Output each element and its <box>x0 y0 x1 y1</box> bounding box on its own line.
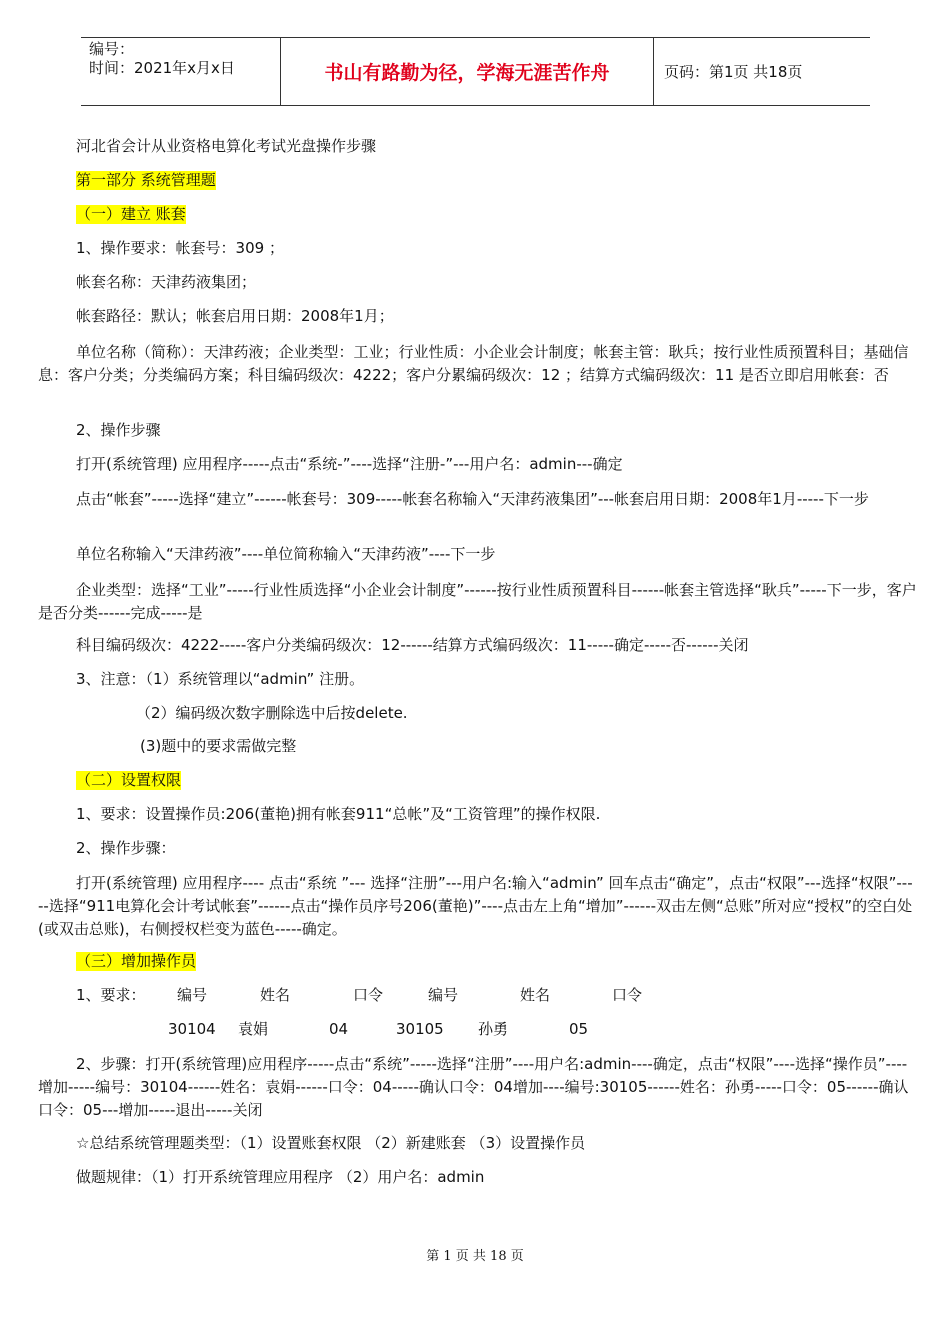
s1-note-1: 3、注意：（1）系统管理以“admin” 注册。 <box>76 670 365 688</box>
s1-step-3: 单位名称输入“天津药液”----单位简称输入“天津药液”----下一步 <box>76 545 496 563</box>
section-heading-2: （二）设置权限 <box>76 771 182 789</box>
s2-step-1: 打开(系统管理) 应用程序---- 点击“系统 ”--- 选择“注册”---用户名:输入“admin” 回车点击“确定”，点击“权限”---选择“权限”-----选择“911电算化会计考试帐套”------点击“操作员序号206(董艳)”----点击左上角“增加”------双击左侧“总账”所对应“授权”的空白处(或双击总账)，右侧授权栏变为蓝色-----确定。 <box>38 874 913 938</box>
s3-col-number-2: 编号 <box>428 986 459 1004</box>
s2-requirement: 1、要求：设置操作员:206(董艳)拥有帐套911“总帐”及“工资管理”的操作权限. <box>76 805 601 823</box>
doc-number-label: 编号： <box>89 40 135 58</box>
s1-step-4: 企业类型：选择“工业”-----行业性质选择“小企业会计制度”------按行业性质预置科目------帐套主管选择“耿兵”-----下一步，客户是否分类------完成-----是 <box>38 581 917 622</box>
header-motto: 书山有路勤为径，学海无涯苦作舟 <box>281 38 654 105</box>
s1-note-2: （2）编码级次数字删除选中后按delete. <box>136 704 408 722</box>
s3-val-number-1: 30104 <box>168 1020 216 1038</box>
s3-val-password-1: 04 <box>329 1020 349 1038</box>
page-header <box>81 37 870 106</box>
summary-types: ☆总结系统管理题类型：（1）设置账套权限 （2）新建账套 （3）设置操作员 <box>76 1134 586 1152</box>
s3-val-password-2: 05 <box>569 1020 589 1038</box>
section-heading-1: （一）建立 账套 <box>76 205 186 223</box>
s1-step-1: 打开(系统管理) 应用程序-----点击“系统-”----选择“注册-”---用户名：admin---确定 <box>76 455 623 473</box>
s3-col-name-2: 姓名 <box>520 986 551 1004</box>
summary-rules: 做题规律：（1）打开系统管理应用程序 （2）用户名：admin <box>76 1168 485 1186</box>
s3-col-password-2: 口令 <box>612 986 643 1004</box>
part-heading: 第一部分 系统管理题 <box>76 171 216 189</box>
s3-step-1: 2、步骤：打开(系统管理)应用程序-----点击“系统”-----选择“注册”----用户名:admin----确定，点击“权限”----选择“操作员”----增加-----编号：30104------姓名：袁娟------口令：04-----确认口令：04增加----编号:30105------姓名：孙勇-----口令：05------确认口令：05---增加-----退出-----关闭 <box>38 1055 909 1119</box>
s3-col-name-1: 姓名 <box>260 986 291 1004</box>
s3-val-number-2: 30105 <box>396 1020 444 1038</box>
s1-steps-title: 2、操作步骤 <box>76 421 161 439</box>
s1-step-2: 点击“帐套”-----选择“建立”------帐套号：309-----帐套名称输入“天津药液集团”---帐套启用日期：2008年1月-----下一步 <box>76 490 869 508</box>
s1-requirement-2: 帐套名称：天津药液集团； <box>76 273 257 291</box>
s1-requirement-1: 1、操作要求：帐套号：309 ； <box>76 239 284 257</box>
page-footer: 第 1 页 共 18 页 <box>426 1249 524 1264</box>
section-heading-3: （三）增加操作员 <box>76 952 197 970</box>
doc-time-label: 时间：2021年x月x日 <box>89 59 235 77</box>
s3-col-password-1: 口令 <box>353 986 384 1004</box>
s3-requirement-label: 1、要求： <box>76 986 146 1004</box>
header-page-label: 页码：第1页 共18页 <box>664 63 803 81</box>
s1-requirement-3: 帐套路径：默认；帐套启用日期：2008年1月； <box>76 307 394 325</box>
header-meta <box>81 38 281 105</box>
s3-val-name-2: 孙勇 <box>478 1020 509 1038</box>
doc-title: 河北省会计从业资格电算化考试光盘操作步骤 <box>76 137 377 155</box>
s1-requirement-4: 单位名称（简称）：天津药液；企业类型：工业；行业性质：小企业会计制度；帐套主管：耿兵；按行业性质预置科目；基础信息：客户分类；分类编码方案；科目编码级次：4222；客户分累编码级次：12 ；结算方式编码级次：11 是否立即启用帐套：否 <box>38 343 909 384</box>
s1-note-3: (3)题中的要求需做完整 <box>140 737 297 755</box>
s2-steps-title: 2、操作步骤： <box>76 839 176 857</box>
s3-val-name-1: 袁娟 <box>238 1020 269 1038</box>
s1-step-5: 科目编码级次：4222-----客户分类编码级次：12------结算方式编码级次：11-----确定-----否------关闭 <box>76 636 749 654</box>
s3-col-number-1: 编号 <box>177 986 208 1004</box>
